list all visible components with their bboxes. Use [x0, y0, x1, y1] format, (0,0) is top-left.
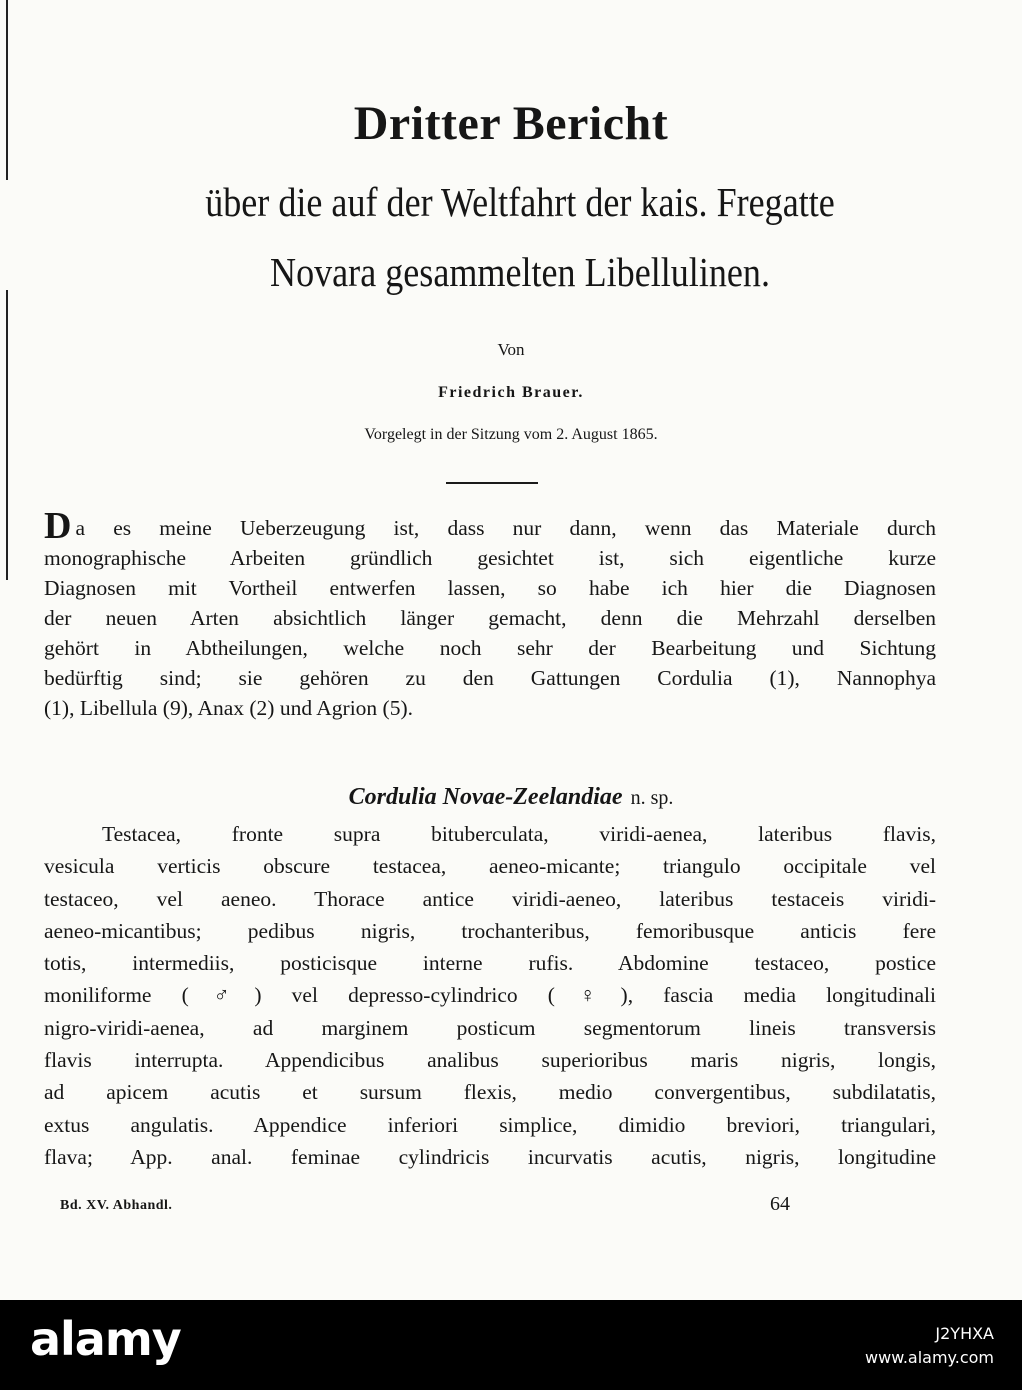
scan-edge-mark: [6, 0, 8, 180]
intro-line: der neuen Arten absichtlich länger gemacht, denn die Mehrzahl derselben: [44, 606, 936, 630]
description-line: vesicula verticis obscure testacea, aeneo-micante; triangulo occipitale vel: [44, 854, 936, 879]
description-line: totis, intermediis, posticisque interne rufis. Abdomine testaceo, postice: [44, 951, 936, 976]
description-line: Testacea, fronte supra bituberculata, viridi-aenea, lateribus flavis,: [102, 822, 936, 846]
site-url: www.alamy.com: [865, 1348, 994, 1367]
document-title: Dritter Bericht: [353, 97, 669, 150]
volume-reference: Bd. XV. Abhandl.: [60, 1198, 173, 1213]
description-line: moniliforme (♂) vel depresso-cylindrico (♀), fascia media longitudinali: [44, 983, 936, 1008]
intro-paragraph: [44, 505, 936, 723]
drop-cap: D: [44, 505, 72, 547]
description-line: ad apicem acutis et sursum flexis, medio convergentibus, subdilatatis,: [44, 1080, 936, 1105]
species-suffix: n. sp.: [630, 787, 674, 809]
brand-logo: alamy: [30, 1312, 181, 1366]
species-heading: [0, 784, 1022, 811]
intro-line: Diagnosen mit Vortheil entwerfen lassen, so habe ich hier die Diagnosen: [44, 576, 936, 600]
presentation-note: Vorgelegt in der Sitzung vom 2. August 1865.: [364, 426, 658, 443]
intro-line: (1), Libellula (9), Anax (2) und Agrion (5).: [44, 696, 413, 720]
section-divider: [446, 482, 538, 484]
description-paragraph: [44, 818, 936, 1173]
description-line: flava; App. anal. feminae cylindricis incurvatis acutis, nigris, longitudine: [44, 1144, 936, 1169]
page-number: 64: [770, 1193, 790, 1215]
watermark-bar: [0, 1300, 1022, 1390]
description-line: flavis interrupta. Appendicibus analibus superioribus maris nigris, longis,: [44, 1048, 936, 1073]
by-label: Von: [497, 340, 525, 359]
image-id: J2YHXA: [935, 1324, 994, 1343]
image-credit: [865, 1322, 994, 1370]
intro-line: [44, 505, 936, 547]
subtitle-line-1: über die auf der Weltfahrt der kais. Fregatte: [205, 179, 835, 225]
description-line: aeneo-micantibus; pedibus nigris, trochanteribus, femoribusque anticis fere: [44, 918, 936, 943]
author-name: Friedrich Brauer.: [438, 384, 584, 401]
intro-line: monographische Arbeiten gründlich gesichtet ist, sich eigentliche kurze: [44, 546, 936, 570]
description-line: nigro-viridi-aenea, ad marginem posticum segmentorum lineis transversis: [44, 1015, 936, 1040]
intro-line: gehört in Abtheilungen, welche noch sehr der Bearbeitung und Sichtung: [44, 636, 936, 660]
intro-line-text: a es meine Ueberzeugung ist, dass nur dann, wenn das Materiale durch: [75, 516, 936, 540]
species-name: Cordulia Novae-Zeelandiae: [348, 784, 623, 810]
subtitle-line-2: Novara gesammelten Libellulinen.: [270, 249, 770, 295]
intro-line: bedürftig sind; sie gehören zu den Gattungen Cordulia (1), Nannophya: [44, 666, 936, 690]
description-line: testaceo, vel aeneo. Thorace antice viridi-aeneo, lateribus testaceis viridi-: [44, 886, 936, 911]
description-line: extus angulatis. Appendice inferiori simplice, dimidio breviori, triangulari,: [44, 1112, 936, 1137]
